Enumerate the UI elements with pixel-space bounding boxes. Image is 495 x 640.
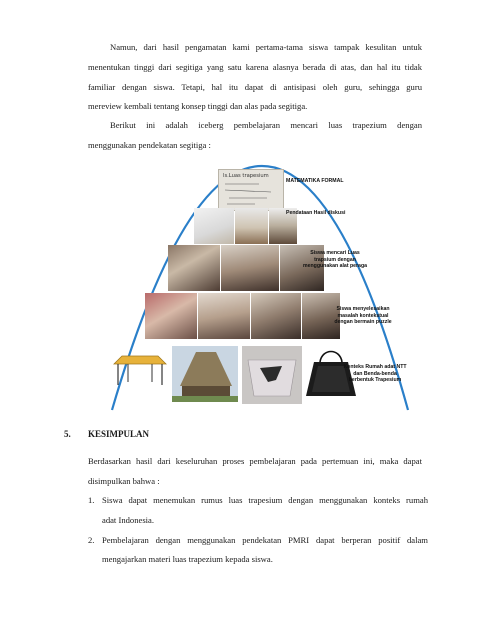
- photo-board: [218, 169, 284, 211]
- label-matematika-formal: MATEMATIKA FORMAL: [286, 178, 344, 184]
- iceberg-figure: [110, 160, 410, 412]
- conclusion-list: [88, 491, 428, 570]
- list-item-number: 2.: [88, 534, 95, 545]
- paragraph-line: Berdasarkan hasil dari keseluruhan proses pembelajaran pada pertemuan ini, maka dapat: [88, 456, 422, 466]
- list-item-text: Siswa dapat menemukan rumus luas trapesium dengan menggunakan konteks rumah: [102, 495, 428, 505]
- list-item: [88, 531, 428, 551]
- photo-puzzle-3: [251, 293, 301, 339]
- paragraph-line: mereview kembali tentang konsep tinggi dan alas pada segitiga.: [88, 101, 308, 112]
- photo-students-board: [235, 208, 268, 244]
- label-alat-peraga: Siswa mencari Luas trapsium dengan menggunakan alat peraga: [303, 250, 367, 270]
- photo-puzzle-2: [198, 293, 250, 339]
- photo-trapezoid-box: [242, 346, 302, 404]
- list-item-number: 1.: [88, 495, 95, 505]
- section-number: 5.: [64, 429, 71, 439]
- label-puzzle: Siswa menyelesaikan masalah kontekstual dengan bermain puzzle: [334, 306, 392, 326]
- board-text: ls.Luas trapesium: [223, 173, 269, 179]
- label-konteks: Konteks Rumah adat NTT dan Benda-benda berbentuk Trapesium: [343, 364, 407, 384]
- paragraph-line: familiar dengan siswa. Tetapi, hal itu dapat di antisipasi oleh guru, sehingga guru: [88, 81, 422, 92]
- list-item: [88, 491, 428, 511]
- paragraph-conclusion-intro: [88, 452, 422, 492]
- list-item-continuation: mengajarkan materi luas trapezium kepada siswa.: [102, 554, 273, 565]
- photo-whiteboard: [194, 208, 234, 244]
- paragraph-line: menentukan tinggi dari segitiga yang satu karena alasnya berada di atas, dan hal itu tidak: [88, 61, 422, 72]
- section-title: KESIMPULAN: [88, 429, 150, 439]
- paragraph-observation: [88, 38, 422, 117]
- photo-group-1: [168, 245, 220, 291]
- photo-puzzle-1: [145, 293, 197, 339]
- photo-group-2: [221, 245, 279, 291]
- list-item-text: Pembelajaran dengan menggunakan pendekatan PMRI dapat berperan positif dalam: [102, 534, 428, 545]
- photo-trapezoid-table: [112, 352, 168, 386]
- paragraph-line: Namun, dari hasil pengamatan kami pertama-tama siswa tampak kesulitan untuk: [110, 42, 422, 52]
- paragraph-line: disimpulkan bahwa :: [88, 475, 160, 486]
- photo-rumah-adat: [172, 346, 238, 402]
- paragraph-line: menggunakan pendekatan segitiga :: [88, 139, 211, 150]
- paragraph-iceberg-intro: [88, 116, 422, 156]
- label-pendataan-diskusi: Pendataan Hasil diskusi: [286, 210, 346, 216]
- section-heading: [64, 429, 149, 439]
- board-scribbles: [219, 170, 283, 210]
- paragraph-line: Berikut ini adalah iceberg pembelajaran mencari luas trapezium dengan: [110, 120, 422, 130]
- list-item-continuation: adat Indonesia.: [102, 514, 155, 525]
